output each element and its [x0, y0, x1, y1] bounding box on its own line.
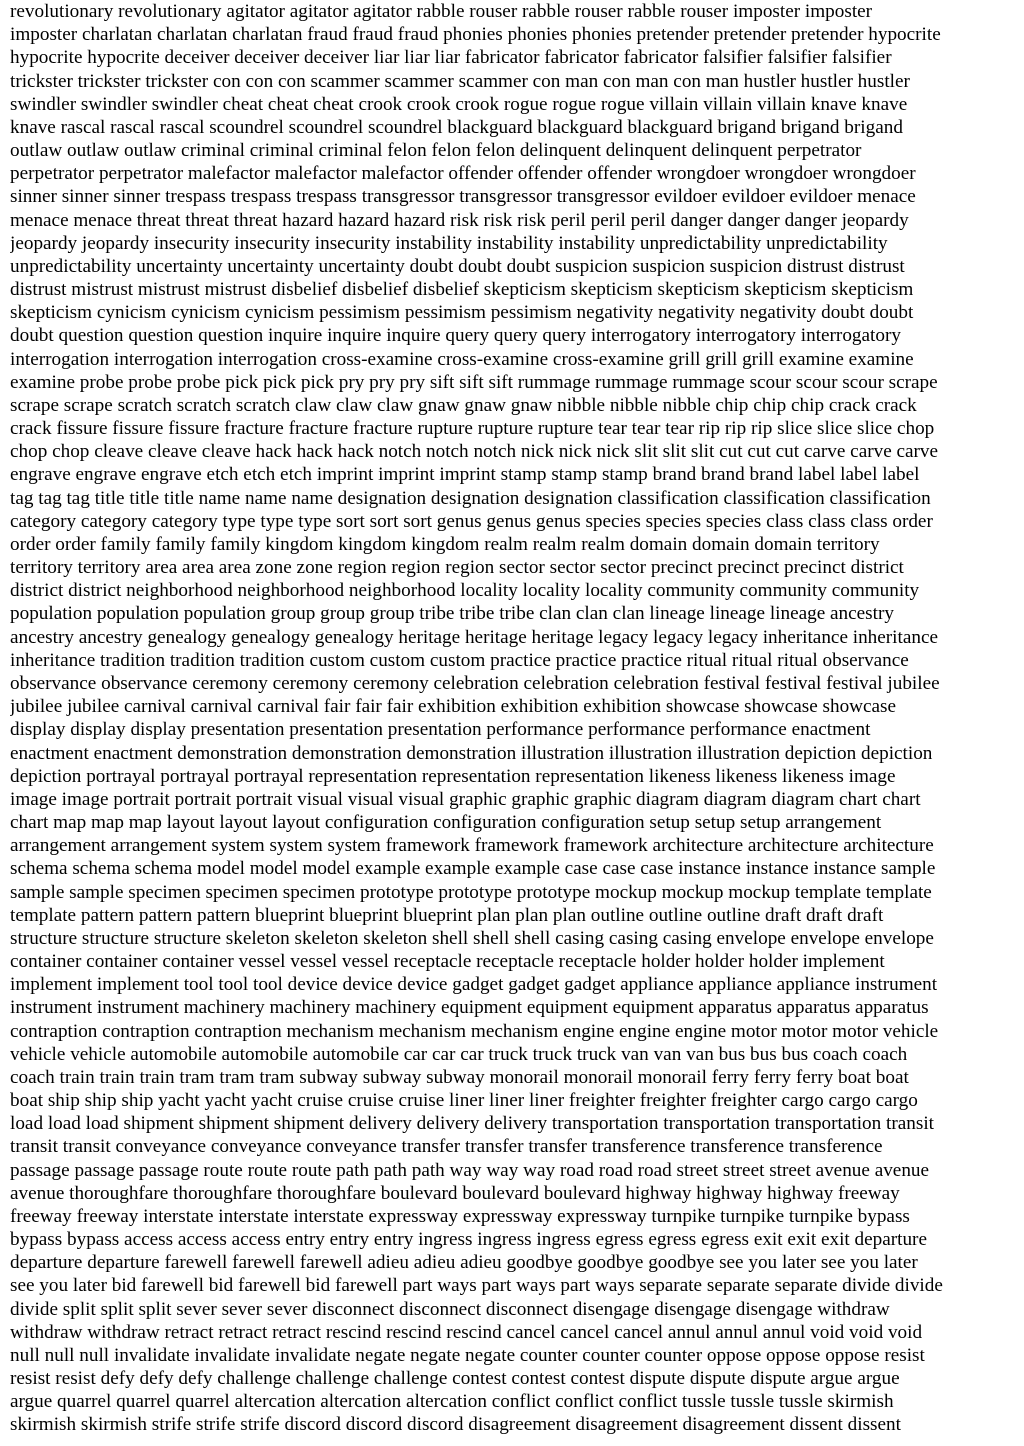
- text-line: contraption contraption contraption mechanism mechanism mechanism engine engine engine motor motor motor vehicle: [10, 1020, 939, 1042]
- text-line: examine probe probe probe pick pick pick pry pry pry sift sift sift rummage rummage rummage scour scour scour scrape: [10, 371, 938, 393]
- text-line: withdraw withdraw retract retract retract rescind rescind rescind cancel cancel cancel annul annul annul void void void: [10, 1321, 923, 1343]
- text-line: hypocrite hypocrite deceiver deceiver deceiver liar liar liar fabricator fabricator fabricator falsifier falsifier falsifier: [10, 47, 892, 69]
- text-line: see you later bid farewell bid farewell bid farewell part ways part ways part ways separate separate separate divide divide: [10, 1275, 943, 1297]
- document-body: [10, 0, 1020, 1437]
- text-line: instrument instrument machinery machinery machinery equipment equipment equipment apparatus apparatus apparatus: [10, 997, 929, 1019]
- text-line: menace menace threat threat threat hazard hazard hazard risk risk risk peril peril peril danger danger danger jeopardy: [10, 209, 909, 231]
- text-line: avenue thoroughfare thoroughfare thoroughfare boulevard boulevard boulevard highway highway highway freeway: [10, 1182, 900, 1204]
- text-line: jubilee jubilee carnival carnival carnival fair fair fair exhibition exhibition exhibition showcase showcase showcase: [10, 696, 897, 718]
- text-line: null null null invalidate invalidate invalidate negate negate negate counter counter counter oppose oppose oppose resist: [10, 1344, 925, 1366]
- text-line: order order family family family kingdom kingdom kingdom realm realm realm domain domain domain territory: [10, 533, 880, 555]
- text-line: bypass bypass access access access entry entry entry ingress ingress ingress egress egress egress exit exit exit departure: [10, 1229, 927, 1251]
- text-line: argue quarrel quarrel quarrel altercation altercation altercation conflict conflict conflict tussle tussle tussle skirmish: [10, 1391, 894, 1413]
- text-line: enactment enactment demonstration demonstration demonstration illustration illustration illustration depiction depiction: [10, 742, 933, 764]
- text-line: transit transit conveyance conveyance conveyance transfer transfer transfer transference transference transference: [10, 1136, 883, 1158]
- text-line: perpetrator perpetrator malefactor malefactor malefactor offender offender offender wrongdoer wrongdoer wrongdoer: [10, 163, 916, 185]
- text-line: implement implement tool tool tool device device device gadget gadget gadget appliance appliance appliance instrument: [10, 974, 938, 996]
- text-line: engrave engrave engrave etch etch etch imprint imprint imprint stamp stamp stamp brand brand brand label label label: [10, 464, 920, 486]
- text-line: ancestry ancestry genealogy genealogy genealogy heritage heritage heritage legacy legacy legacy inheritance inheritance: [10, 626, 938, 648]
- text-line: skirmish skirmish strife strife strife discord discord discord disagreement disagreement disagreement dissent dissent: [10, 1414, 901, 1436]
- text-line: knave rascal rascal rascal scoundrel scoundrel scoundrel blackguard blackguard blackguard brigand brigand brigand: [10, 116, 903, 138]
- text-line: revolutionary revolutionary agitator agitator agitator rabble rouser rabble rouser rabble rouser imposter imposter: [10, 1, 873, 22]
- text-line: boat ship ship ship yacht yacht yacht cruise cruise cruise liner liner liner freighter freighter freighter cargo cargo cargo: [10, 1090, 918, 1112]
- text-line: territory territory area area area zone zone region region region sector sector sector precinct precinct precinct district: [10, 557, 904, 579]
- text-line: population population population group group group tribe tribe tribe clan clan clan lineage lineage lineage ancestry: [10, 603, 894, 625]
- text-line: vehicle vehicle automobile automobile automobile car car car truck truck truck van van van bus bus bus coach coach: [10, 1043, 908, 1065]
- text-line: category category category type type type sort sort sort genus genus genus species species species class class class order: [10, 510, 933, 532]
- text-line: sample sample specimen specimen specimen prototype prototype prototype mockup mockup mockup template template: [10, 881, 932, 903]
- text-line: tag tag tag title title title name name name designation designation designation classification classification classification: [10, 487, 931, 509]
- text-line: display display display presentation presentation presentation performance performance performance enactment: [10, 719, 871, 741]
- text-line: depiction portrayal portrayal portrayal representation representation representation likeness likeness likeness image: [10, 765, 896, 787]
- text-line: outlaw outlaw outlaw criminal criminal criminal felon felon felon delinquent delinquent delinquent perpetrator: [10, 140, 862, 162]
- text-line: skepticism cynicism cynicism cynicism pessimism pessimism pessimism negativity negativity negativity doubt doubt: [10, 302, 914, 324]
- text-line: freeway freeway interstate interstate interstate expressway expressway expressway turnpike turnpike turnpike bypass: [10, 1205, 910, 1227]
- text-line: chart map map map layout layout layout configuration configuration configuration setup setup setup arrangement: [10, 812, 882, 834]
- text-line: departure departure farewell farewell farewell adieu adieu adieu goodbye goodbye goodbye see you later see you later: [10, 1252, 918, 1274]
- text-line: imposter charlatan charlatan charlatan fraud fraud fraud phonies phonies phonies pretender pretender pretender hypocrite: [10, 24, 941, 46]
- text-line: template pattern pattern pattern blueprint blueprint blueprint plan plan plan outline outline outline draft draft draft: [10, 904, 884, 926]
- text-line: divide split split split sever sever sever disconnect disconnect disconnect disengage disengage disengage withdraw: [10, 1298, 890, 1320]
- text-line: doubt question question question inquire inquire inquire query query query interrogatory interrogatory interrogatory: [10, 325, 901, 347]
- text-line: container container container vessel vessel vessel receptacle receptacle receptacle holder holder holder implement: [10, 951, 885, 973]
- text-line: passage passage passage route route route path path path way way way road road road street street street avenue avenue: [10, 1159, 930, 1181]
- text-line: crack fissure fissure fissure fracture fracture fracture rupture rupture rupture tear tear tear rip rip rip slice slice slice chop: [10, 418, 935, 440]
- text-line: resist resist defy defy defy challenge challenge challenge contest contest contest dispute dispute dispute argue argue: [10, 1368, 900, 1390]
- text-line: sinner sinner sinner trespass trespass trespass transgressor transgressor transgressor evildoer evildoer evildoer menace: [10, 186, 916, 208]
- text-line: load load load shipment shipment shipment delivery delivery delivery transportation transportation transportation transit: [10, 1113, 934, 1135]
- text-line: structure structure structure skeleton skeleton skeleton shell shell shell casing casing casing envelope envelope envelope: [10, 927, 934, 949]
- text-line: trickster trickster trickster con con con scammer scammer scammer con man con man con man hustler hustler hustler: [10, 70, 910, 92]
- text-line: district district neighborhood neighborhood neighborhood locality locality locality community community community: [10, 580, 920, 602]
- text-line: distrust mistrust mistrust mistrust disbelief disbelief disbelief skepticism skepticism skepticism skepticism skepticism: [10, 279, 914, 301]
- text-line: scrape scrape scratch scratch scratch claw claw claw gnaw gnaw gnaw nibble nibble nibble chip chip chip crack crack: [10, 394, 917, 416]
- text-line: schema schema schema model model model example example example case case case instance instance instance sample: [10, 858, 936, 880]
- text-line: inheritance tradition tradition tradition custom custom custom practice practice practice ritual ritual ritual observance: [10, 649, 909, 671]
- text-line: observance observance ceremony ceremony ceremony celebration celebration celebration festival festival festival jubilee: [10, 672, 940, 694]
- text-line: chop chop cleave cleave cleave hack hack hack notch notch notch nick nick nick slit slit slit cut cut cut carve carve carve: [10, 441, 939, 463]
- text-line: coach train train train tram tram tram subway subway subway monorail monorail monorail ferry ferry ferry boat boat: [10, 1066, 909, 1088]
- text-line: arrangement arrangement system system system framework framework framework architecture architecture architecture: [10, 835, 934, 857]
- text-line: jeopardy jeopardy insecurity insecurity insecurity instability instability instability unpredictability unpredictability: [10, 232, 888, 254]
- text-line: interrogation interrogation interrogation cross-examine cross-examine cross-examine grill grill grill examine examine: [10, 348, 914, 370]
- text-line: unpredictability uncertainty uncertainty uncertainty doubt doubt doubt suspicion suspicion suspicion distrust distrust: [10, 255, 905, 277]
- text-line: image image portrait portrait portrait visual visual visual graphic graphic graphic diagram diagram diagram chart chart: [10, 788, 921, 810]
- text-line: swindler swindler swindler cheat cheat cheat crook crook crook rogue rogue rogue villain villain villain knave knave: [10, 93, 908, 115]
